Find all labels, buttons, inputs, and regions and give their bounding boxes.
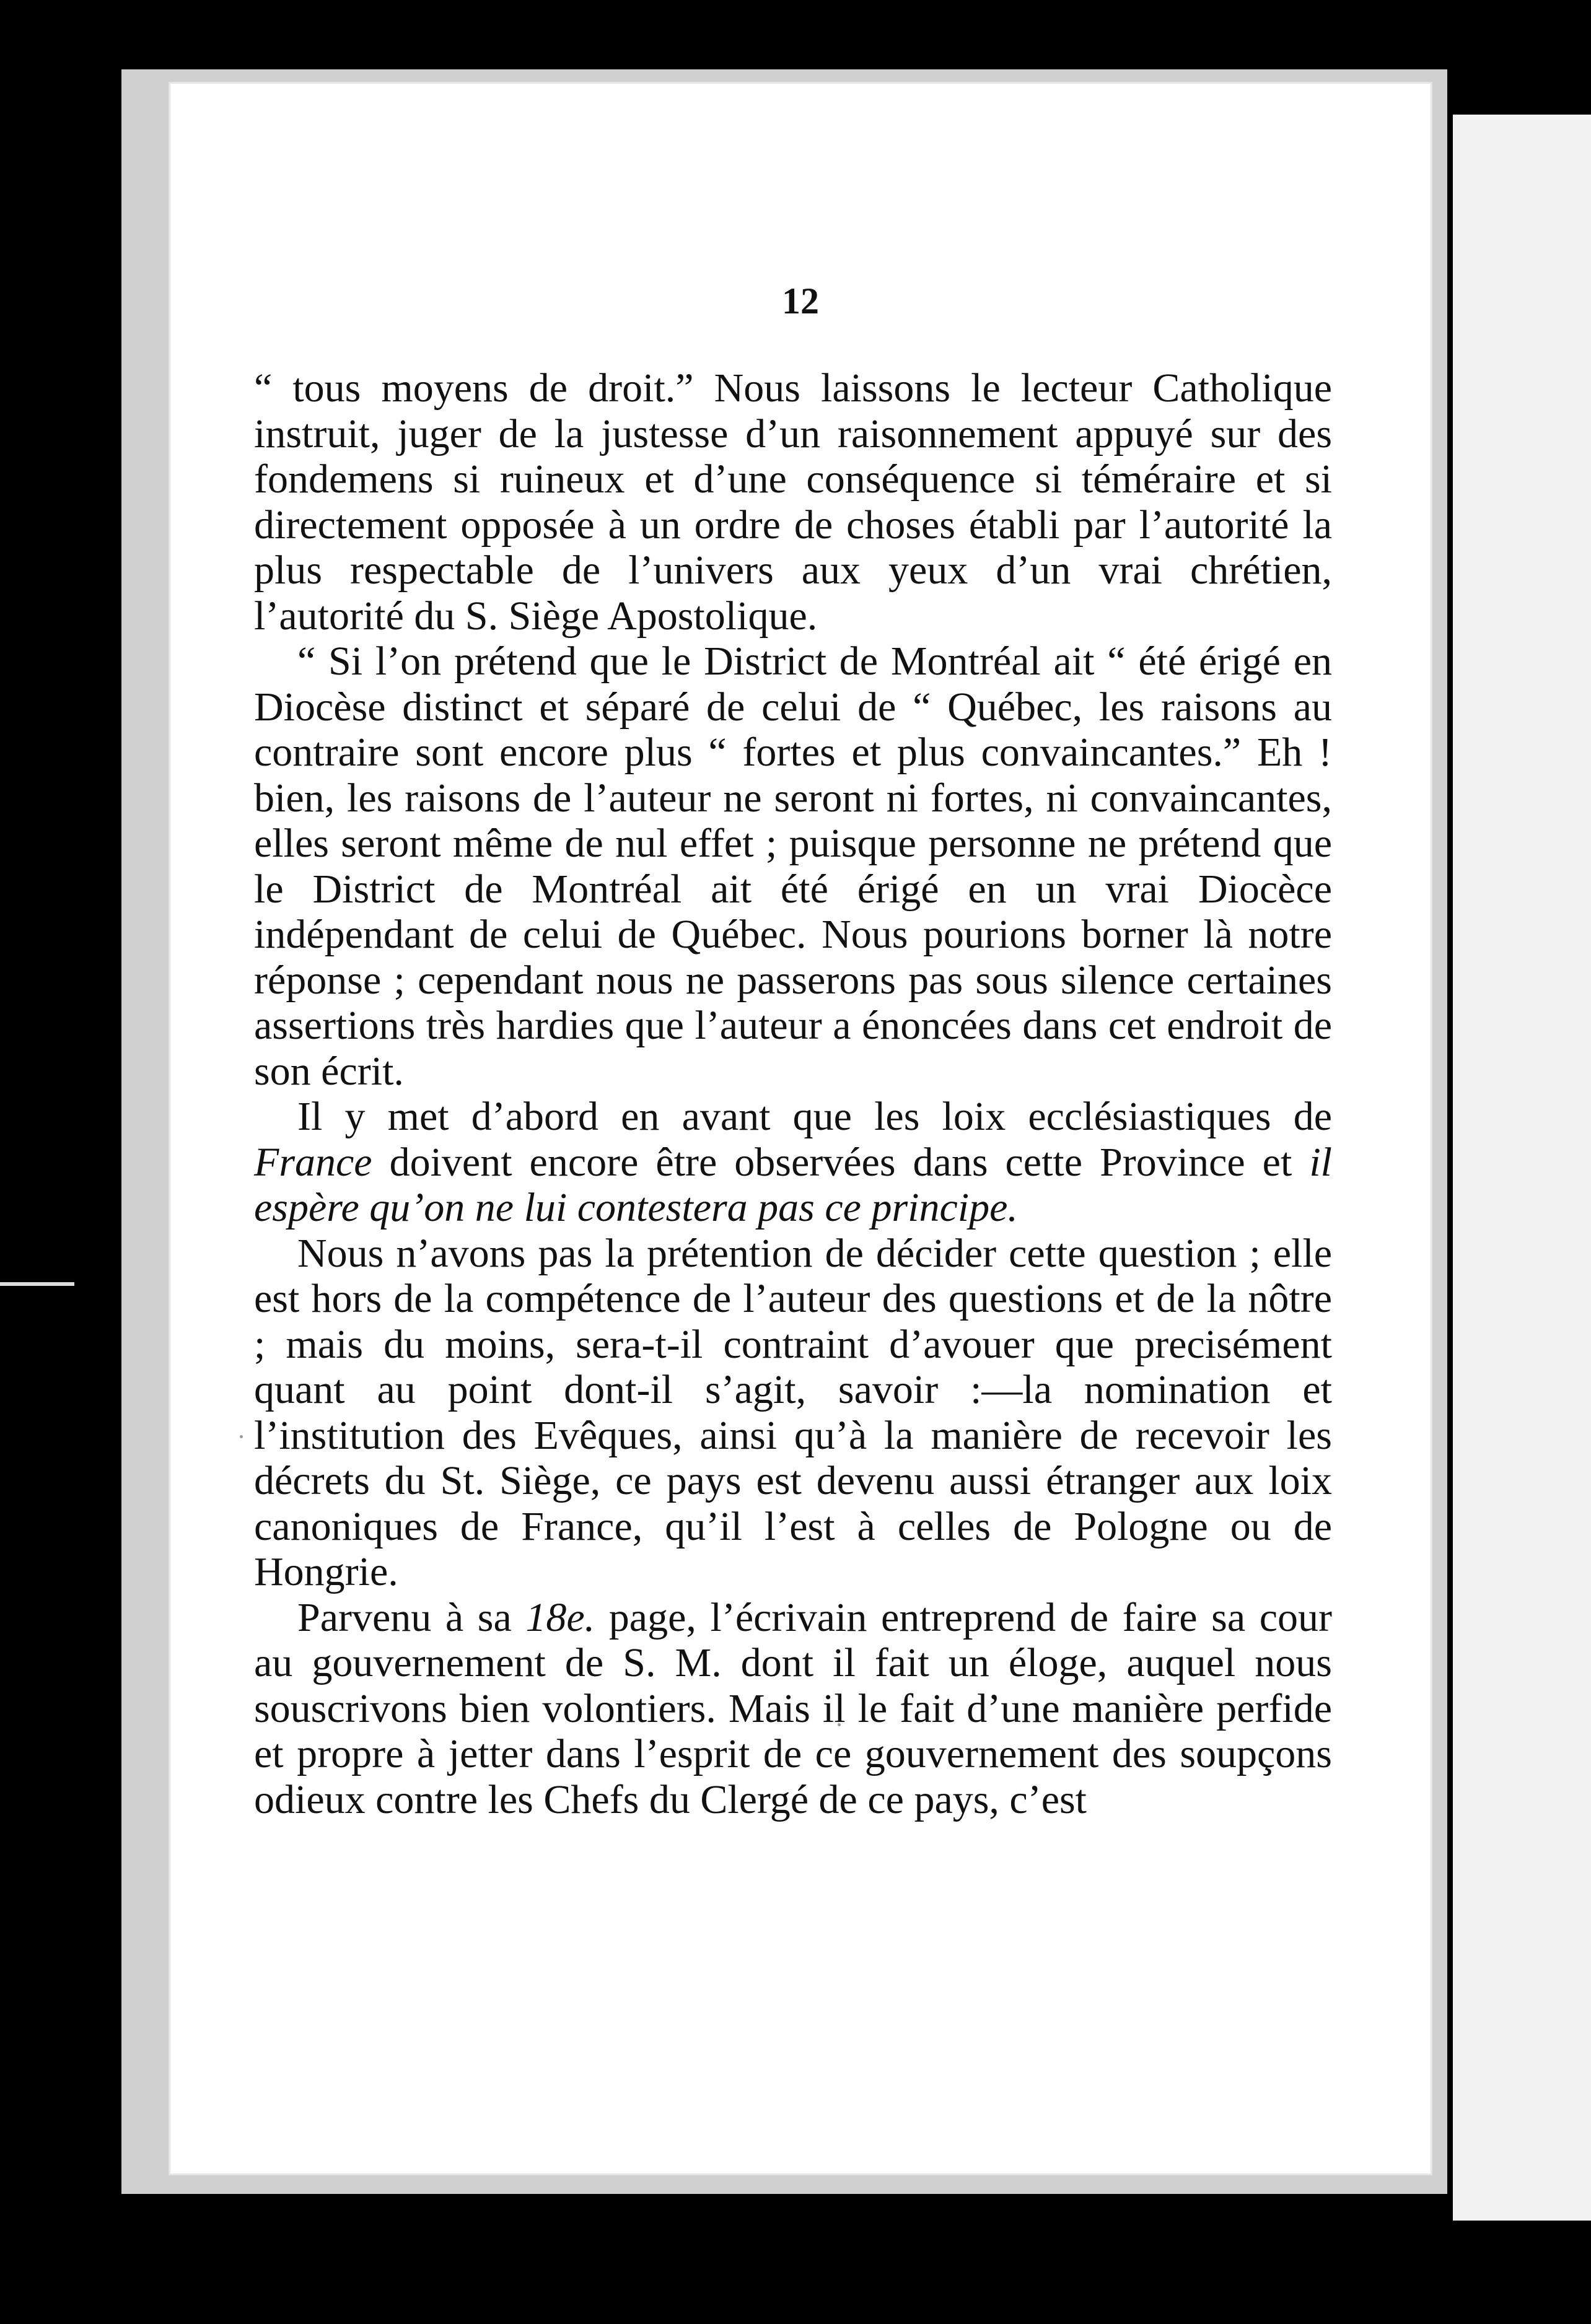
margin-mark [0, 1282, 74, 1286]
paragraph-5-text-a: Parvenu à sa [297, 1594, 526, 1640]
paragraph-3-text-a: Il y met d’abord en avant que les loix ecclésiastiques de [297, 1094, 1332, 1139]
paragraph-5-italic: 18e. [525, 1594, 595, 1640]
paragraph-5-text-b: page, l’écrivain entreprend de faire sa cour au gouvernement de S. M. dont il fait un éloge, auquel nous souscrivons bien volontiers. Mais il le fait d’une manière perfide et propre à jetter dans l’esprit de ce gouvernement des soupçons odieux contre les Chefs du Clergé de ce pays, c’est [254, 1594, 1333, 1822]
paragraph-3-italic-a: France [254, 1139, 372, 1185]
facing-page-edge [1453, 115, 1591, 2221]
paragraph-3-text-b: doivent encore être observées dans cette Province et [372, 1139, 1310, 1185]
paragraph-3 [254, 1094, 1332, 1231]
paragraph-4: Nous n’avons pas la prétention de décider cette question ; elle est hors de la compétence de l’auteur des questions et de la nôtre ; mais du moins, sera-t-il contraint d’avouer que precisément quant au point dont-il s’agit, savoir :—la nomination et l’institution des Evêques, ainsi qu’à la manière de recevoir les décrets du St. Siège, ce pays est devenu aussi étranger aux loix canoniques de France, qu’il l’est à celles de Pologne ou de Hongrie. [254, 1230, 1332, 1594]
paragraph-3-italic-b: il espère qu’on ne lui contestera pas ce principe. [254, 1139, 1332, 1230]
paragraph-2: “ Si l’on prétend que le District de Montréal ait “ été érigé en Diocèse distinct et séparé de celui de “ Québec, les raisons au contraire sont encore plus “ fortes et plus convaincantes.” Eh ! bien, les raisons de l’auteur ne seront ni fortes, ni convaincantes, elles seront même de nul effet ; puisque personne ne prétend que le District de Montréal ait été érigé en un vrai Diocèce indépendant de celui de Québec. Nous pourions borner là notre réponse ; cependant nous ne passerons pas sous silence certaines assertions très hardies que l’auteur a énoncées dans cet endroit de son écrit. [254, 639, 1332, 1094]
paragraph-5 [254, 1595, 1332, 1823]
page-number: 12 [782, 281, 819, 321]
speck [240, 1435, 243, 1438]
paragraph-1: “ tous moyens de droit.” Nous laissons le lecteur Catholique instruit, juger de la justesse d’un raisonnement appuyé sur des fondemens si ruineux et d’une conséquence si téméraire et si directement opposée à un ordre de choses établi par l’autorité la plus respectable de l’univers aux yeux d’un vrai chrétien, l’autorité du S. Siège Apostolique. [254, 365, 1332, 639]
body-text [254, 365, 1332, 1822]
